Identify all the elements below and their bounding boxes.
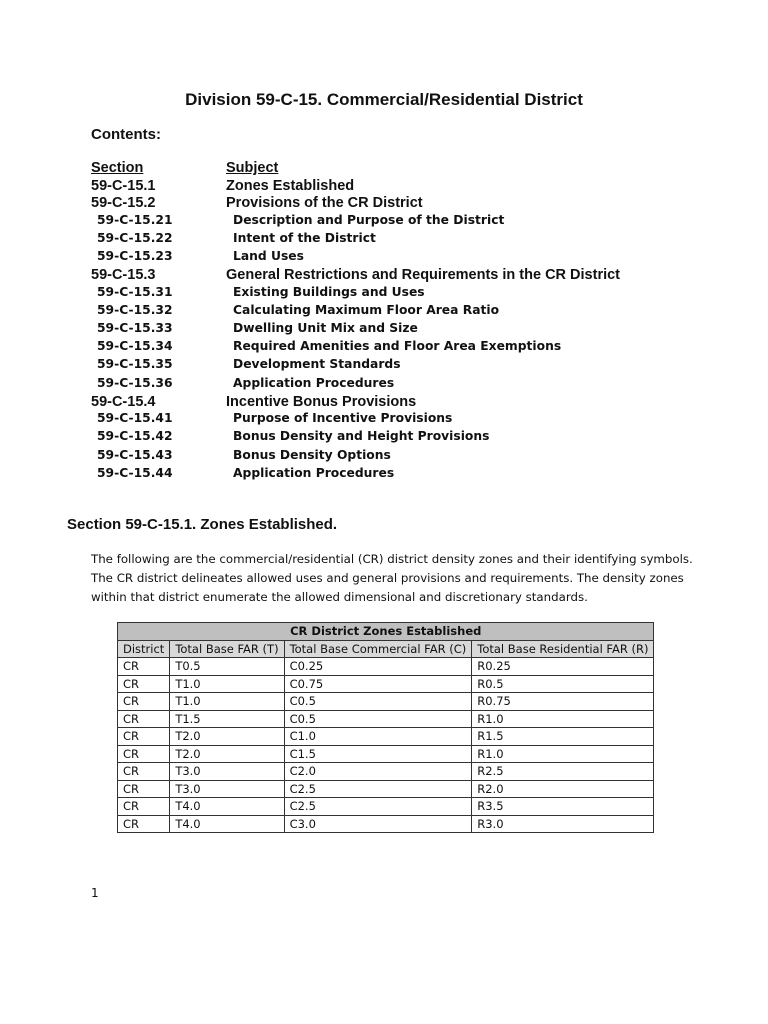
toc-row [0, 411, 768, 429]
cell-residential-far: R0.5 [472, 675, 654, 693]
page-number: 1 [91, 886, 99, 900]
cell-commercial-far: C2.5 [284, 798, 472, 816]
paragraph-line: within that district enumerate the allowed dimensional and discretionary standards. [91, 590, 588, 604]
cell-district: CR [118, 815, 170, 833]
cell-commercial-far: C0.5 [284, 710, 472, 728]
toc-section-number: 59-C-15.22 [97, 230, 173, 245]
cell-total-far: T4.0 [170, 815, 284, 833]
column-header-total-far: Total Base FAR (T) [170, 640, 284, 658]
cell-total-far: T1.5 [170, 710, 284, 728]
toc-row [0, 303, 768, 321]
table-row [118, 745, 654, 763]
cell-total-far: T1.0 [170, 693, 284, 711]
toc-row [0, 267, 768, 285]
toc-subject: Provisions of the CR District [226, 195, 423, 211]
cell-residential-far: R0.25 [472, 658, 654, 676]
toc-subject: Bonus Density Options [233, 447, 391, 462]
cell-district: CR [118, 798, 170, 816]
toc-subject: Purpose of Incentive Provisions [233, 411, 453, 426]
cell-total-far: T3.0 [170, 780, 284, 798]
toc-subject: Dwelling Unit Mix and Size [233, 320, 418, 335]
cell-commercial-far: C3.0 [284, 815, 472, 833]
intro-paragraph [91, 550, 691, 607]
toc-section-number: 59-C-15.32 [97, 302, 173, 317]
toc-subject: Development Standards [233, 357, 401, 372]
toc-section-number: 59-C-15.23 [97, 248, 173, 263]
paragraph-line: The CR district delineates allowed uses and general provisions and requirements. The density zones [91, 571, 684, 585]
cell-commercial-far: C2.0 [284, 763, 472, 781]
cell-district: CR [118, 745, 170, 763]
table-caption: CR District Zones Established [118, 623, 654, 641]
paragraph-line: The following are the commercial/residential (CR) district density zones and their identifying symbols. [91, 552, 693, 566]
cell-residential-far: R2.5 [472, 763, 654, 781]
toc-subject: Application Procedures [233, 375, 395, 390]
cell-residential-far: R2.0 [472, 780, 654, 798]
cell-total-far: T1.0 [170, 675, 284, 693]
cell-commercial-far: C0.25 [284, 658, 472, 676]
toc-row [0, 448, 768, 466]
toc-row [0, 466, 768, 484]
toc-row [0, 376, 768, 394]
toc-header [0, 160, 768, 178]
toc-section-number: 59-C-15.41 [97, 411, 173, 426]
cell-residential-far: R3.0 [472, 815, 654, 833]
cell-commercial-far: C0.75 [284, 675, 472, 693]
cell-district: CR [118, 693, 170, 711]
toc-section-number: 59-C-15.36 [97, 375, 173, 390]
toc-row [0, 357, 768, 375]
toc-section-number: 59-C-15.3 [91, 267, 156, 284]
table-row [118, 710, 654, 728]
toc-subject: Zones Established [226, 177, 355, 194]
toc-subject: General Restrictions and Requirements in the CR District [226, 267, 621, 284]
cell-commercial-far: C0.5 [284, 693, 472, 711]
toc-row [0, 429, 768, 447]
cell-district: CR [118, 675, 170, 693]
table-row [118, 815, 654, 833]
table-row [118, 780, 654, 798]
table-of-contents [0, 160, 768, 484]
toc-section-number: 59-C-15.2 [91, 195, 156, 211]
toc-row [0, 249, 768, 267]
toc-section-number: 59-C-15.43 [97, 447, 173, 462]
toc-row [0, 285, 768, 303]
table-row [118, 798, 654, 816]
cell-residential-far: R0.75 [472, 693, 654, 711]
toc-subject: Incentive Bonus Provisions [226, 393, 417, 410]
cell-commercial-far: C1.0 [284, 728, 472, 746]
cell-total-far: T3.0 [170, 763, 284, 781]
cell-district: CR [118, 658, 170, 676]
table-row [118, 693, 654, 711]
cell-commercial-far: C2.5 [284, 780, 472, 798]
toc-subject: Description and Purpose of the District [233, 212, 505, 227]
page-title: Division 59-C-15. Commercial/Residential District [185, 90, 583, 109]
toc-subject: Calculating Maximum Floor Area Ratio [233, 302, 500, 317]
toc-subject: Application Procedures [233, 465, 395, 480]
table-row [118, 658, 654, 676]
toc-row [0, 213, 768, 231]
toc-section-number: 59-C-15.31 [97, 284, 173, 299]
zones-table [117, 622, 654, 833]
cell-residential-far: R1.5 [472, 728, 654, 746]
toc-section-number: 59-C-15.21 [97, 212, 173, 227]
toc-row [0, 394, 768, 412]
column-header-residential-far: Total Base Residential FAR (R) [472, 640, 654, 658]
table-row [118, 763, 654, 781]
cell-district: CR [118, 763, 170, 781]
cell-district: CR [118, 710, 170, 728]
cell-residential-far: R1.0 [472, 710, 654, 728]
cell-district: CR [118, 728, 170, 746]
toc-section-number: 59-C-15.42 [97, 429, 173, 444]
cell-total-far: T2.0 [170, 728, 284, 746]
toc-section-number: 59-C-15.34 [97, 339, 173, 354]
column-header-commercial-far: Total Base Commercial FAR (C) [284, 640, 472, 658]
toc-header-section: Section [91, 160, 144, 176]
table-row [118, 728, 654, 746]
cell-commercial-far: C1.5 [284, 745, 472, 763]
toc-section-number: 59-C-15.33 [97, 320, 173, 335]
cell-residential-far: R3.5 [472, 798, 654, 816]
toc-subject: Land Uses [233, 248, 304, 263]
toc-subject: Existing Buildings and Uses [233, 284, 425, 299]
toc-row [0, 231, 768, 249]
toc-section-number: 59-C-15.4 [91, 393, 156, 410]
toc-subject: Bonus Density and Height Provisions [233, 429, 490, 444]
cell-district: CR [118, 780, 170, 798]
table-row [118, 675, 654, 693]
toc-row [0, 321, 768, 339]
toc-section-number: 59-C-15.35 [97, 357, 173, 372]
column-header-district: District [118, 640, 170, 658]
section-heading: Section 59-C-15.1. Zones Established. [67, 516, 338, 533]
cell-total-far: T0.5 [170, 658, 284, 676]
toc-section-number: 59-C-15.44 [97, 465, 173, 480]
toc-section-number: 59-C-15.1 [91, 177, 156, 194]
toc-row [0, 195, 768, 213]
toc-subject: Required Amenities and Floor Area Exemptions [233, 339, 562, 354]
cell-total-far: T4.0 [170, 798, 284, 816]
toc-subject: Intent of the District [233, 230, 376, 245]
toc-row [0, 339, 768, 357]
cell-total-far: T2.0 [170, 745, 284, 763]
toc-row [0, 178, 768, 196]
toc-header-subject: Subject [226, 160, 279, 176]
contents-label: Contents: [91, 126, 161, 143]
cell-residential-far: R1.0 [472, 745, 654, 763]
